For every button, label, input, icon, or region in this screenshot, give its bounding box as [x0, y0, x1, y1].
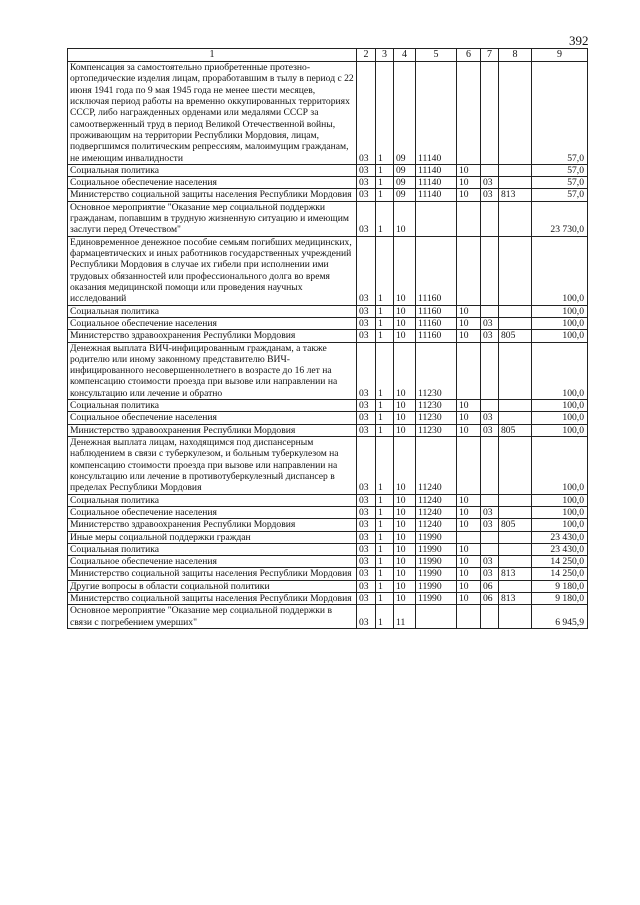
- table-row: [68, 189, 588, 201]
- row-code-cell: 03: [481, 506, 499, 518]
- row-name-cell: Основное мероприятие "Оказание мер социальной поддержки гражданам, попавшим в трудную жизненную ситуацию и имеющим заслуги перед Отечеством": [68, 201, 357, 236]
- row-code-cell: 11230: [416, 342, 457, 400]
- table-row: [68, 412, 588, 424]
- row-code-cell: 10: [394, 519, 416, 531]
- row-code-cell: 03: [357, 568, 376, 580]
- column-header: 7: [481, 49, 499, 62]
- row-code-cell: [499, 62, 532, 165]
- row-code-cell: 10: [457, 543, 481, 555]
- row-code-cell: [499, 605, 532, 629]
- row-code-cell: 11990: [416, 531, 457, 543]
- row-code-cell: 1: [376, 236, 394, 305]
- row-code-cell: 10: [457, 593, 481, 605]
- row-code-cell: 1: [376, 201, 394, 236]
- row-amount-cell: 57,0: [532, 177, 588, 189]
- row-name-cell: Другие вопросы в области социальной политики: [68, 580, 357, 592]
- row-code-cell: 11990: [416, 568, 457, 580]
- row-code-cell: 03: [357, 556, 376, 568]
- row-code-cell: 10: [394, 342, 416, 400]
- row-code-cell: 1: [376, 580, 394, 592]
- row-code-cell: 1: [376, 543, 394, 555]
- row-amount-cell: 100,0: [532, 330, 588, 342]
- row-name-cell: Социальная политика: [68, 305, 357, 317]
- row-code-cell: [481, 236, 499, 305]
- row-code-cell: [457, 531, 481, 543]
- row-code-cell: [481, 164, 499, 176]
- row-code-cell: 10: [457, 556, 481, 568]
- row-code-cell: [499, 412, 532, 424]
- row-code-cell: 11160: [416, 330, 457, 342]
- row-name-cell: Социальная политика: [68, 543, 357, 555]
- row-name-cell: Компенсация за самостоятельно приобретенные протезно-ортопедические изделия лицам, проработавшим в тылу в период с 22 июня 1941 года по 9 мая 1945 года не менее шести месяцев, исключая период работы на временно оккупированных территориях СССР, либо награжденных орденами или медалями СССР за самоотверженный труд в период Великой Отечественной войны, проживающим на территории Республики Мордовия, лицам, подвергшимся политическим репрессиям, малоимущим гражданам, не имеющим инвалидности: [68, 62, 357, 165]
- row-code-cell: [499, 342, 532, 400]
- row-amount-cell: 100,0: [532, 317, 588, 329]
- row-code-cell: 10: [394, 593, 416, 605]
- column-header: 9: [532, 49, 588, 62]
- row-name-cell: Социальное обеспечение населения: [68, 556, 357, 568]
- row-name-cell: Министерство здравоохранения Республики Мордовия: [68, 424, 357, 436]
- row-code-cell: 03: [357, 177, 376, 189]
- table-row: [68, 317, 588, 329]
- row-code-cell: 03: [357, 543, 376, 555]
- row-name-cell: Министерство социальной защиты населения Республики Мордовия: [68, 568, 357, 580]
- row-code-cell: [481, 605, 499, 629]
- table-row: [68, 543, 588, 555]
- row-code-cell: 03: [357, 342, 376, 400]
- row-code-cell: 1: [376, 593, 394, 605]
- table-row: [68, 424, 588, 436]
- row-code-cell: 03: [481, 424, 499, 436]
- row-code-cell: 1: [376, 62, 394, 165]
- row-code-cell: 11140: [416, 189, 457, 201]
- row-code-cell: 10: [457, 494, 481, 506]
- row-code-cell: 1: [376, 412, 394, 424]
- column-header: 5: [416, 49, 457, 62]
- row-name-cell: Денежная выплата лицам, находящимся под диспансерным наблюдением в связи с туберкулезом, и больным туберкулезом на компенсацию стоимости проезда при вызове или направлении на консультацию или лечение в противотуберкулезный диспансер в пределах Республики Мордовия: [68, 437, 357, 495]
- row-code-cell: 03: [357, 317, 376, 329]
- row-code-cell: [499, 437, 532, 495]
- column-header: 4: [394, 49, 416, 62]
- row-code-cell: [499, 305, 532, 317]
- row-code-cell: 06: [481, 593, 499, 605]
- row-code-cell: [499, 543, 532, 555]
- page-number: 392: [569, 33, 589, 48]
- row-code-cell: [481, 342, 499, 400]
- row-code-cell: 10: [394, 424, 416, 436]
- row-code-cell: 10: [457, 177, 481, 189]
- row-amount-cell: 100,0: [532, 424, 588, 436]
- table-row: [68, 605, 588, 629]
- row-code-cell: [457, 605, 481, 629]
- row-code-cell: [416, 201, 457, 236]
- row-code-cell: [499, 201, 532, 236]
- row-code-cell: 11240: [416, 519, 457, 531]
- row-code-cell: 10: [457, 580, 481, 592]
- row-code-cell: 09: [394, 189, 416, 201]
- row-code-cell: 1: [376, 556, 394, 568]
- row-code-cell: 03: [357, 531, 376, 543]
- row-code-cell: 10: [394, 305, 416, 317]
- row-code-cell: 10: [394, 400, 416, 412]
- row-amount-cell: 100,0: [532, 437, 588, 495]
- table-row: [68, 330, 588, 342]
- row-amount-cell: 100,0: [532, 506, 588, 518]
- row-code-cell: 03: [357, 506, 376, 518]
- row-code-cell: 813: [499, 189, 532, 201]
- row-code-cell: [457, 437, 481, 495]
- row-code-cell: [499, 164, 532, 176]
- row-code-cell: [457, 62, 481, 165]
- row-amount-cell: 9 180,0: [532, 593, 588, 605]
- row-code-cell: 10: [394, 531, 416, 543]
- row-code-cell: 1: [376, 605, 394, 629]
- row-name-cell: Единовременное денежное пособие семьям погибших медицинских, фармацевтических и иных работников государственных учреждений Республики Мордовия в случае их гибели при исполнении ими трудовых обязанностей или профессионального долга во время оказания медицинской помощи или проведения научных исследований: [68, 236, 357, 305]
- row-code-cell: 10: [394, 543, 416, 555]
- row-amount-cell: 14 250,0: [532, 568, 588, 580]
- row-code-cell: 03: [481, 177, 499, 189]
- row-code-cell: [457, 201, 481, 236]
- row-amount-cell: 9 180,0: [532, 580, 588, 592]
- row-code-cell: 11990: [416, 556, 457, 568]
- row-amount-cell: 100,0: [532, 236, 588, 305]
- column-header: 2: [357, 49, 376, 62]
- row-code-cell: [457, 342, 481, 400]
- row-code-cell: 10: [457, 412, 481, 424]
- row-code-cell: 03: [357, 236, 376, 305]
- row-code-cell: 1: [376, 305, 394, 317]
- row-code-cell: 11240: [416, 494, 457, 506]
- row-code-cell: 1: [376, 317, 394, 329]
- row-code-cell: [481, 305, 499, 317]
- column-header: 8: [499, 49, 532, 62]
- row-name-cell: Иные меры социальной поддержки граждан: [68, 531, 357, 543]
- row-code-cell: 805: [499, 424, 532, 436]
- row-code-cell: 03: [481, 519, 499, 531]
- row-code-cell: 03: [357, 330, 376, 342]
- table-row: [68, 342, 588, 400]
- row-code-cell: 09: [394, 177, 416, 189]
- row-code-cell: [481, 543, 499, 555]
- row-code-cell: 11990: [416, 580, 457, 592]
- table-row: [68, 593, 588, 605]
- row-code-cell: 10: [457, 317, 481, 329]
- row-code-cell: 03: [481, 330, 499, 342]
- row-code-cell: 03: [357, 201, 376, 236]
- row-amount-cell: 100,0: [532, 305, 588, 317]
- row-code-cell: [499, 400, 532, 412]
- row-name-cell: Денежная выплата ВИЧ-инфицированным гражданам, а также родителю или иному законному представителю ВИЧ-инфицированного несовершеннолетнего в возрасте до 16 лет на компенсацию стоимости проезда при вызове или направлении на консультацию или лечение и обратно: [68, 342, 357, 400]
- table-row: [68, 164, 588, 176]
- table-row: [68, 62, 588, 165]
- row-code-cell: 03: [357, 519, 376, 531]
- column-header: 6: [457, 49, 481, 62]
- row-code-cell: 10: [394, 412, 416, 424]
- row-code-cell: [416, 605, 457, 629]
- row-code-cell: 03: [481, 556, 499, 568]
- row-code-cell: [499, 177, 532, 189]
- row-code-cell: 1: [376, 437, 394, 495]
- row-code-cell: 03: [357, 164, 376, 176]
- row-code-cell: 03: [357, 412, 376, 424]
- row-code-cell: 03: [357, 189, 376, 201]
- row-code-cell: 11: [394, 605, 416, 629]
- row-code-cell: [481, 400, 499, 412]
- row-code-cell: 1: [376, 330, 394, 342]
- row-code-cell: 1: [376, 506, 394, 518]
- row-name-cell: Министерство здравоохранения Республики Мордовия: [68, 330, 357, 342]
- row-code-cell: [481, 437, 499, 495]
- row-name-cell: Социальное обеспечение населения: [68, 317, 357, 329]
- row-code-cell: 10: [457, 506, 481, 518]
- row-code-cell: 10: [394, 556, 416, 568]
- row-code-cell: 805: [499, 330, 532, 342]
- table-row: [68, 556, 588, 568]
- row-code-cell: 11140: [416, 177, 457, 189]
- row-code-cell: [499, 556, 532, 568]
- row-code-cell: 1: [376, 494, 394, 506]
- row-code-cell: 11160: [416, 236, 457, 305]
- row-code-cell: [481, 201, 499, 236]
- row-code-cell: 11140: [416, 62, 457, 165]
- row-name-cell: Министерство социальной защиты населения Республики Мордовия: [68, 593, 357, 605]
- row-code-cell: 03: [357, 580, 376, 592]
- row-code-cell: 03: [357, 305, 376, 317]
- row-amount-cell: 57,0: [532, 62, 588, 165]
- table-row: [68, 305, 588, 317]
- row-code-cell: 10: [394, 236, 416, 305]
- row-code-cell: 03: [357, 62, 376, 165]
- row-code-cell: 10: [394, 506, 416, 518]
- row-code-cell: 805: [499, 519, 532, 531]
- row-code-cell: [457, 236, 481, 305]
- row-amount-cell: 100,0: [532, 494, 588, 506]
- row-name-cell: Социальная политика: [68, 494, 357, 506]
- row-code-cell: 11990: [416, 543, 457, 555]
- row-code-cell: 11160: [416, 305, 457, 317]
- row-code-cell: 03: [357, 437, 376, 495]
- row-code-cell: 10: [457, 568, 481, 580]
- row-amount-cell: 23 430,0: [532, 543, 588, 555]
- row-name-cell: Социальная политика: [68, 400, 357, 412]
- row-code-cell: 10: [394, 494, 416, 506]
- row-amount-cell: 14 250,0: [532, 556, 588, 568]
- row-code-cell: 11990: [416, 593, 457, 605]
- row-name-cell: Социальное обеспечение населения: [68, 177, 357, 189]
- row-code-cell: 09: [394, 164, 416, 176]
- row-amount-cell: 57,0: [532, 164, 588, 176]
- table-row: [68, 531, 588, 543]
- row-code-cell: 10: [394, 317, 416, 329]
- row-code-cell: 813: [499, 568, 532, 580]
- row-code-cell: 11230: [416, 424, 457, 436]
- row-amount-cell: 100,0: [532, 519, 588, 531]
- row-code-cell: [499, 580, 532, 592]
- row-amount-cell: 6 945,9: [532, 605, 588, 629]
- table-row: [68, 519, 588, 531]
- table-row: [68, 177, 588, 189]
- table-row: [68, 236, 588, 305]
- row-code-cell: 11230: [416, 412, 457, 424]
- row-code-cell: 06: [481, 580, 499, 592]
- row-code-cell: 10: [394, 201, 416, 236]
- row-code-cell: 03: [481, 317, 499, 329]
- row-name-cell: Министерство здравоохранения Республики Мордовия: [68, 519, 357, 531]
- row-name-cell: Министерство социальной защиты населения Республики Мордовия: [68, 189, 357, 201]
- row-code-cell: 10: [457, 424, 481, 436]
- row-code-cell: 1: [376, 342, 394, 400]
- row-amount-cell: 23 730,0: [532, 201, 588, 236]
- row-code-cell: 03: [357, 400, 376, 412]
- row-name-cell: Социальное обеспечение населения: [68, 506, 357, 518]
- row-code-cell: 03: [481, 412, 499, 424]
- table-row: [68, 580, 588, 592]
- row-code-cell: [481, 494, 499, 506]
- row-code-cell: 10: [457, 400, 481, 412]
- row-name-cell: Социальное обеспечение населения: [68, 412, 357, 424]
- row-code-cell: 10: [394, 580, 416, 592]
- table-row: [68, 201, 588, 236]
- row-code-cell: 1: [376, 164, 394, 176]
- row-code-cell: 10: [457, 305, 481, 317]
- row-code-cell: 1: [376, 177, 394, 189]
- row-code-cell: 11140: [416, 164, 457, 176]
- table-row: [68, 437, 588, 495]
- row-code-cell: 1: [376, 189, 394, 201]
- table-row: [68, 506, 588, 518]
- row-code-cell: 10: [457, 189, 481, 201]
- row-amount-cell: 100,0: [532, 342, 588, 400]
- row-code-cell: 10: [394, 437, 416, 495]
- row-code-cell: [481, 62, 499, 165]
- row-name-cell: Социальная политика: [68, 164, 357, 176]
- row-code-cell: 03: [357, 605, 376, 629]
- row-code-cell: [499, 531, 532, 543]
- row-amount-cell: 100,0: [532, 412, 588, 424]
- row-code-cell: 03: [481, 189, 499, 201]
- row-code-cell: 09: [394, 62, 416, 165]
- row-name-cell: Основное мероприятие "Оказание мер социальной поддержки в связи с погребением умерших": [68, 605, 357, 629]
- row-code-cell: 1: [376, 424, 394, 436]
- row-code-cell: 03: [357, 424, 376, 436]
- row-code-cell: [499, 494, 532, 506]
- row-code-cell: 10: [457, 330, 481, 342]
- row-code-cell: 1: [376, 531, 394, 543]
- row-code-cell: 11160: [416, 317, 457, 329]
- table-row: [68, 400, 588, 412]
- row-code-cell: 1: [376, 568, 394, 580]
- table-row: [68, 494, 588, 506]
- header-row: [68, 49, 588, 62]
- row-code-cell: 11230: [416, 400, 457, 412]
- budget-table: [67, 48, 588, 629]
- row-code-cell: 03: [357, 494, 376, 506]
- row-code-cell: 11240: [416, 506, 457, 518]
- column-header: 3: [376, 49, 394, 62]
- row-code-cell: [499, 506, 532, 518]
- row-code-cell: [499, 236, 532, 305]
- row-code-cell: 1: [376, 519, 394, 531]
- row-code-cell: 10: [394, 568, 416, 580]
- row-code-cell: 10: [457, 164, 481, 176]
- row-amount-cell: 57,0: [532, 189, 588, 201]
- row-code-cell: 813: [499, 593, 532, 605]
- row-code-cell: [499, 317, 532, 329]
- row-code-cell: 11240: [416, 437, 457, 495]
- row-code-cell: 03: [481, 568, 499, 580]
- row-code-cell: 03: [357, 593, 376, 605]
- row-code-cell: [481, 531, 499, 543]
- column-header: 1: [68, 49, 357, 62]
- row-code-cell: 10: [394, 330, 416, 342]
- table-row: [68, 568, 588, 580]
- row-code-cell: 1: [376, 400, 394, 412]
- row-code-cell: 10: [457, 519, 481, 531]
- row-amount-cell: 23 430,0: [532, 531, 588, 543]
- row-amount-cell: 100,0: [532, 400, 588, 412]
